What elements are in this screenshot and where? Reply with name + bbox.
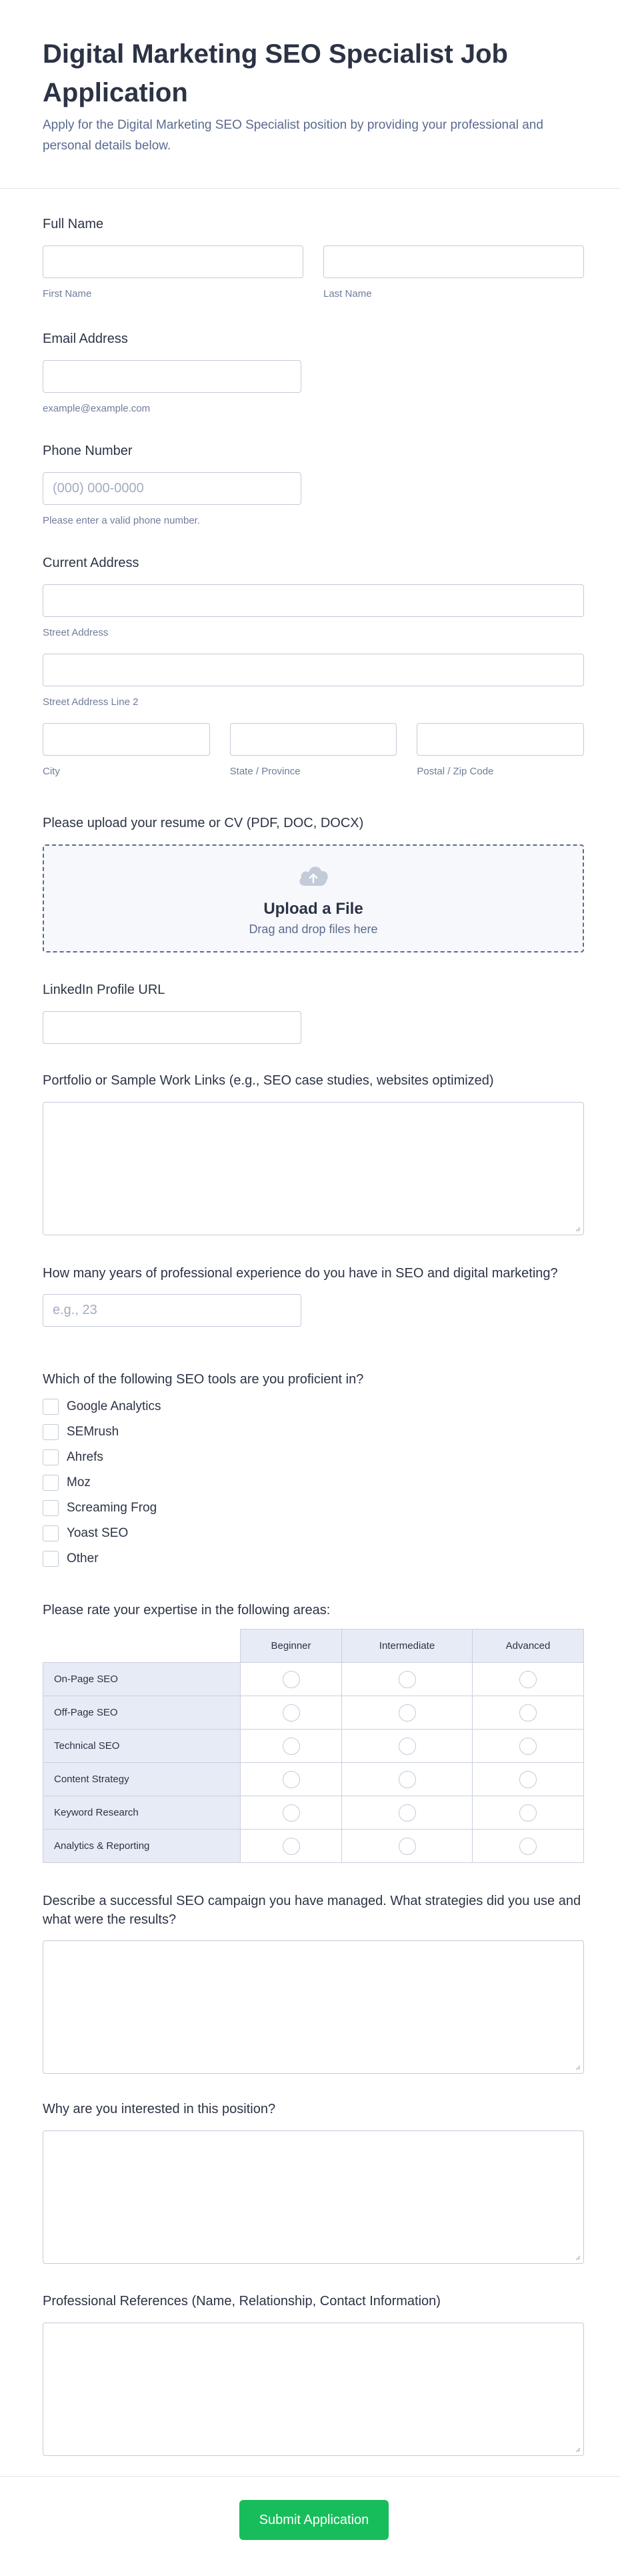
form-header [0,0,620,189]
full-name-label: Full Name [43,217,104,231]
page-description: Apply for the Digital Marketing SEO Specialist position by providing your professional and personal details below. [43,118,543,153]
references-label: Professional References (Name, Relationship, Contact Information) [43,2294,441,2309]
matrix-row [43,1796,584,1830]
email-sublabel: example@example.com [43,403,151,414]
phone-label: Phone Number [43,444,133,458]
form-footer [0,2476,620,2576]
radio-button[interactable] [283,1804,300,1822]
resize-grip-icon[interactable] [574,2446,581,2453]
matrix-row [43,1730,584,1763]
matrix-column-header: Beginner [241,1630,342,1663]
matrix-row-label: Content Strategy [43,1763,241,1796]
checkbox[interactable] [43,1551,59,1567]
page-title: Digital Marketing SEO Specialist Job Application [43,39,508,107]
zip-sublabel: Postal / Zip Code [417,766,494,777]
checkbox-label: SEMrush [67,1425,119,1439]
matrix-row-label: Analytics & Reporting [43,1830,241,1863]
campaign-label: Describe a successful SEO campaign you have managed. What strategies did you use and what were the results? [43,1894,581,1927]
experience-field [43,1264,584,1327]
matrix-row-label: Off-Page SEO [43,1696,241,1730]
last-name-input[interactable] [323,245,584,278]
interest-label: Why are you interested in this position? [43,2102,276,2116]
checkbox-option[interactable] [43,1495,584,1521]
checkbox[interactable] [43,1525,59,1541]
seo-tools-field [43,1370,584,1571]
portfolio-textarea[interactable] [43,1102,584,1235]
campaign-textarea[interactable] [43,1940,584,2074]
radio-button[interactable] [399,1838,416,1855]
matrix-row [43,1763,584,1796]
checkbox-label: Yoast SEO [67,1526,129,1540]
first-name-sublabel: First Name [43,288,92,299]
interest-textarea[interactable] [43,2130,584,2264]
portfolio-field [43,1071,584,1235]
checkbox-option[interactable] [43,1521,584,1546]
checkbox-option[interactable] [43,1445,584,1470]
submit-button[interactable]: Submit Application [239,2500,389,2540]
address-label: Current Address [43,556,139,570]
radio-button[interactable] [519,1804,537,1822]
resize-grip-icon[interactable] [574,1225,581,1232]
matrix-row [43,1830,584,1863]
matrix-row-label: Technical SEO [43,1730,241,1763]
references-field [43,2292,584,2456]
checkbox-label: Google Analytics [67,1399,161,1413]
radio-button[interactable] [399,1738,416,1755]
linkedin-field [43,981,584,1044]
street-address-line2-sublabel: Street Address Line 2 [43,696,139,708]
experience-placeholder: e.g., 23 [53,1303,97,1317]
resize-grip-icon[interactable] [574,2064,581,2070]
resume-field [43,814,584,952]
interest-field [43,2100,584,2264]
email-label: Email Address [43,332,128,346]
expertise-field [43,1601,584,1863]
full-name-field [43,215,584,301]
street-address-input[interactable] [43,584,584,617]
phone-input[interactable] [43,472,301,505]
checkbox-option[interactable] [43,1419,584,1445]
checkbox[interactable] [43,1424,59,1440]
matrix-row-label: Keyword Research [43,1796,241,1830]
experience-input[interactable] [43,1294,301,1327]
matrix-row [43,1696,584,1730]
checkbox[interactable] [43,1500,59,1516]
portfolio-label: Portfolio or Sample Work Links (e.g., SEO case studies, websites optimized) [43,1073,494,1088]
radio-button[interactable] [399,1671,416,1688]
cloud-upload-icon [297,862,330,888]
resize-grip-icon[interactable] [574,2254,581,2261]
address-field [43,554,584,778]
state-input[interactable] [230,723,397,756]
city-input[interactable] [43,723,210,756]
street-address-sublabel: Street Address [43,627,109,638]
campaign-field [43,1892,584,2074]
file-upload-dropzone[interactable] [43,844,584,952]
first-name-input[interactable] [43,245,303,278]
checkbox-option[interactable] [43,1546,584,1571]
radio-button[interactable] [519,1771,537,1788]
email-input[interactable] [43,360,301,393]
resume-label: Please upload your resume or CV (PDF, DOC, DOCX) [43,816,364,830]
upload-title: Upload a File [263,900,363,918]
radio-button[interactable] [283,1738,300,1755]
linkedin-input[interactable] [43,1011,301,1044]
email-field [43,330,584,416]
radio-button[interactable] [519,1671,537,1688]
radio-button[interactable] [399,1771,416,1788]
zip-input[interactable] [417,723,584,756]
checkbox-option[interactable] [43,1470,584,1495]
checkbox-label: Moz [67,1475,91,1489]
radio-button[interactable] [519,1704,537,1722]
phone-sublabel: Please enter a valid phone number. [43,515,200,526]
matrix-row-label: On-Page SEO [43,1663,241,1696]
seo-tools-label: Which of the following SEO tools are you proficient in? [43,1372,364,1387]
radio-button[interactable] [399,1804,416,1822]
checkbox-label: Ahrefs [67,1450,103,1464]
linkedin-label: LinkedIn Profile URL [43,983,165,997]
experience-label: How many years of professional experience do you have in SEO and digital marketing? [43,1266,558,1281]
radio-button[interactable] [399,1704,416,1722]
radio-button[interactable] [519,1838,537,1855]
phone-placeholder: (000) 000-0000 [53,481,144,496]
last-name-sublabel: Last Name [323,288,372,299]
matrix-column-header: Advanced [473,1630,584,1663]
state-sublabel: State / Province [229,766,301,777]
checkbox[interactable] [43,1399,59,1415]
city-sublabel: City [43,766,60,777]
radio-button[interactable] [519,1738,537,1755]
radio-button[interactable] [283,1771,300,1788]
radio-button[interactable] [283,1704,300,1722]
checkbox-option[interactable] [43,1394,584,1419]
checkbox-label: Other [67,1551,99,1565]
matrix-column-header: Intermediate [342,1630,473,1663]
seo-tools-options [43,1394,584,1571]
street-address-line2-input[interactable] [43,654,584,686]
upload-subtitle: Drag and drop files here [249,922,378,936]
matrix-row [43,1663,584,1696]
expertise-matrix [43,1629,584,1863]
radio-button[interactable] [283,1671,300,1688]
references-textarea[interactable] [43,2323,584,2456]
expertise-label: Please rate your expertise in the following areas: [43,1603,331,1618]
phone-field [43,442,584,528]
checkbox[interactable] [43,1449,59,1465]
radio-button[interactable] [283,1838,300,1855]
checkbox-label: Screaming Frog [67,1501,157,1515]
checkbox[interactable] [43,1475,59,1491]
